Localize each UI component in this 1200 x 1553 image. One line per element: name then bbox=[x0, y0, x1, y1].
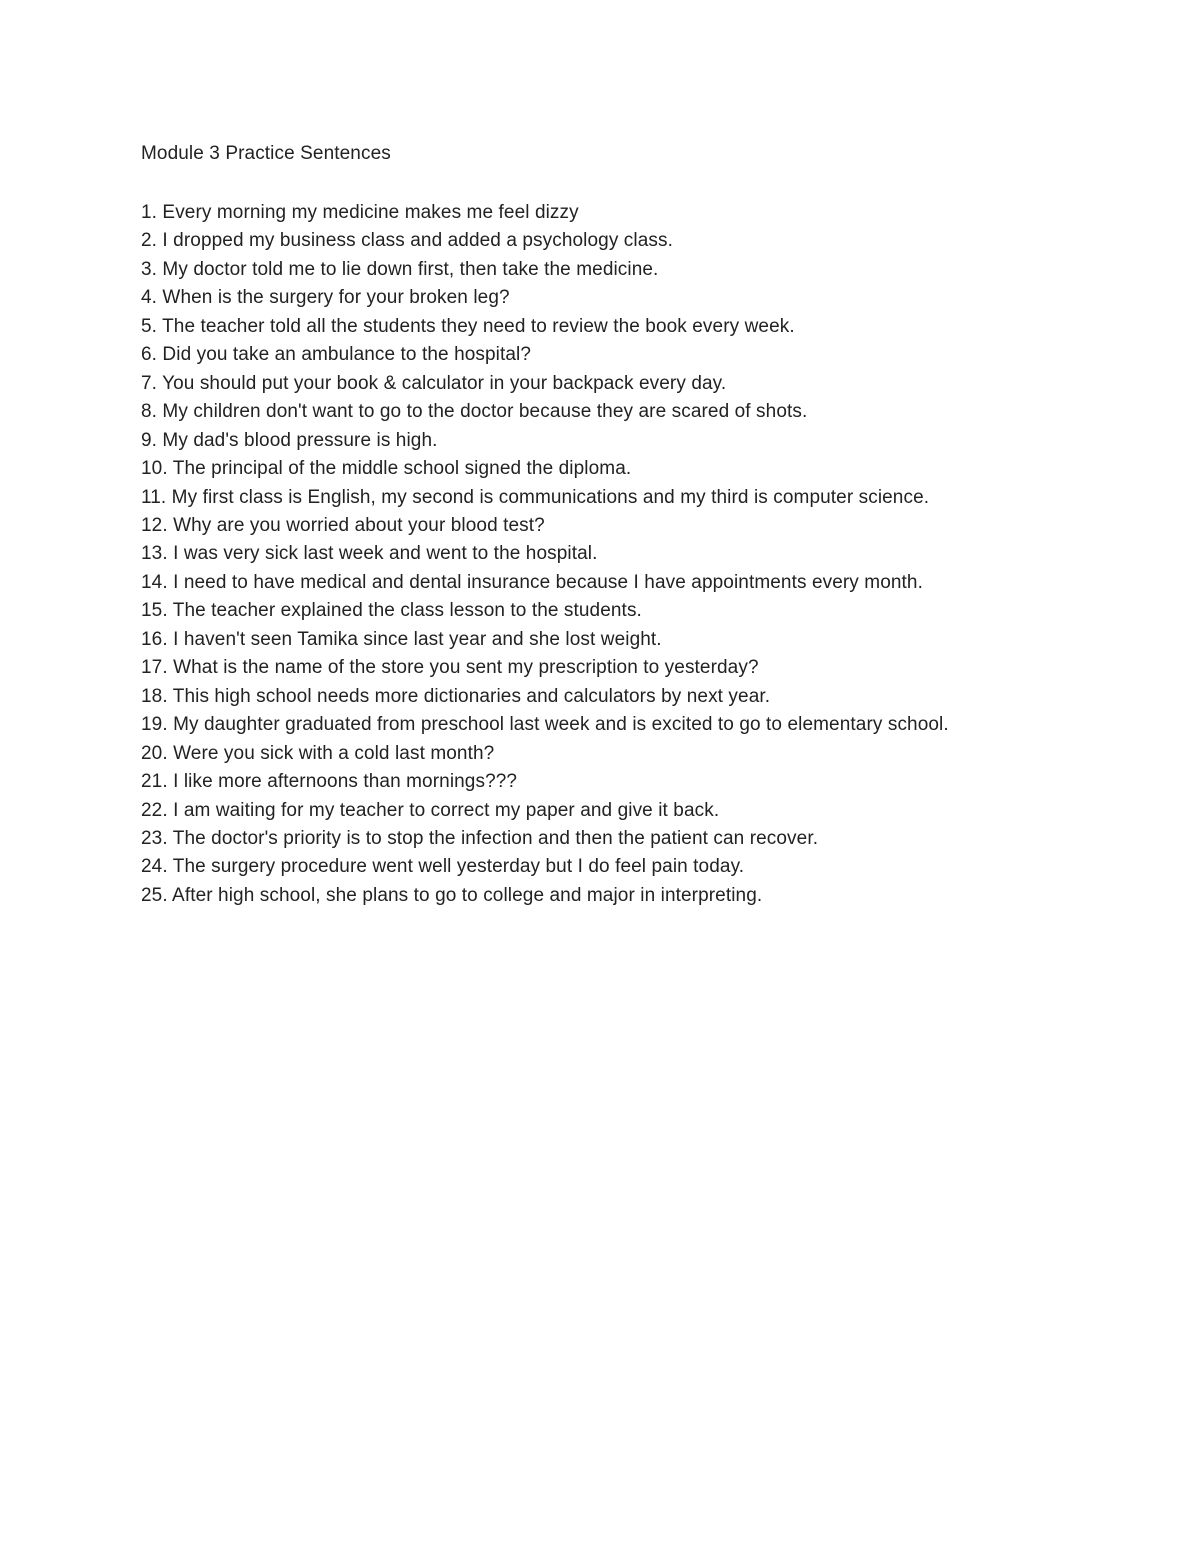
sentence-item: 2. I dropped my business class and added a psychology class. bbox=[141, 230, 673, 252]
sentence-item: 1. Every morning my medicine makes me feel dizzy bbox=[141, 202, 579, 223]
sentence-item: 7. You should put your book & calculator in your backpack every day. bbox=[141, 372, 727, 394]
sentence-item: 6. Did you take an ambulance to the hospital? bbox=[141, 344, 532, 366]
sentence-item: 23. The doctor's priority is to stop the infection and then the patient can recover. bbox=[141, 827, 819, 849]
sentence-item: 14. I need to have medical and dental insurance because I have appointments every month. bbox=[141, 571, 923, 593]
sentence-item: 10. The principal of the middle school signed the diploma. bbox=[141, 458, 632, 480]
sentence-item: 22. I am waiting for my teacher to correct my paper and give it back. bbox=[141, 799, 720, 821]
sentence-item: 25. After high school, she plans to go to college and major in interpreting. bbox=[141, 884, 763, 906]
sentence-item: 19. My daughter graduated from preschool last week and is excited to go to elementary school. bbox=[141, 714, 949, 736]
sentence-item: 20. Were you sick with a cold last month? bbox=[141, 742, 495, 764]
sentence-item: 3. My doctor told me to lie down first, then take the medicine. bbox=[141, 258, 659, 280]
sentence-item: 21. I like more afternoons than mornings??? bbox=[141, 771, 518, 793]
sentence-list bbox=[141, 199, 949, 910]
sentence-item: 13. I was very sick last week and went to the hospital. bbox=[141, 543, 598, 565]
sentence-item: 8. My children don't want to go to the doctor because they are scared of shots. bbox=[141, 401, 808, 423]
sentence-item: 12. Why are you worried about your blood test? bbox=[141, 514, 545, 536]
sentence-item: 5. The teacher told all the students they need to review the book every week. bbox=[141, 315, 795, 337]
sentence-item: 17. What is the name of the store you sent my prescription to yesterday? bbox=[141, 657, 759, 679]
sentence-item: 15. The teacher explained the class lesson to the students. bbox=[141, 600, 642, 622]
sentence-item: 16. I haven't seen Tamika since last year and she lost weight. bbox=[141, 628, 662, 650]
sentence-item: 11. My first class is English, my second is communications and my third is computer science. bbox=[141, 486, 930, 508]
sentence-item: 4. When is the surgery for your broken leg? bbox=[141, 287, 510, 309]
sentence-item: 9. My dad's blood pressure is high. bbox=[141, 429, 438, 451]
sentence-item: 18. This high school needs more dictionaries and calculators by next year. bbox=[141, 685, 771, 707]
sentence-item: 24. The surgery procedure went well yesterday but I do feel pain today. bbox=[141, 856, 745, 878]
document-title: Module 3 Practice Sentences bbox=[141, 143, 391, 164]
